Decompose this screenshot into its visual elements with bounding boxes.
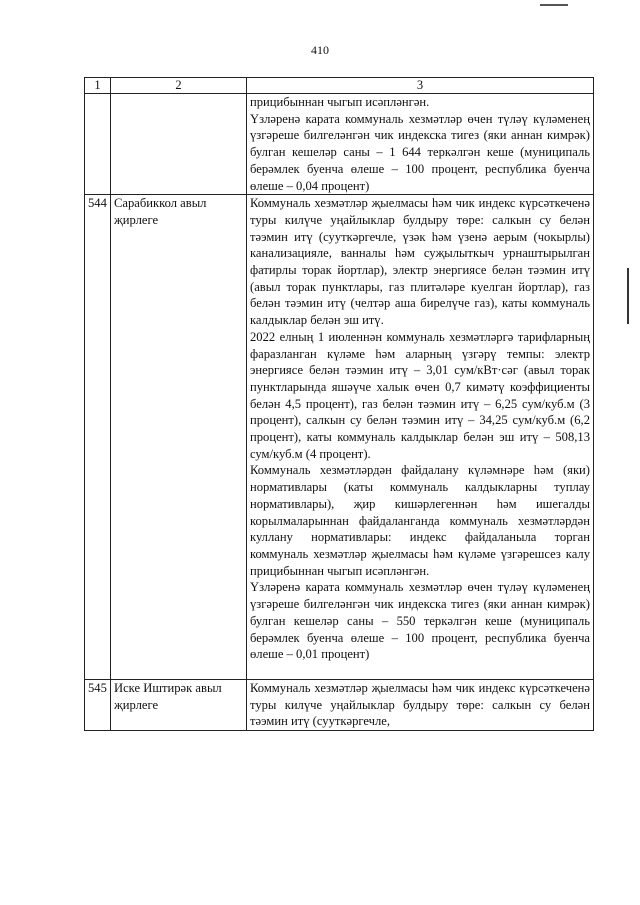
column-header: 3 (247, 78, 594, 94)
scan-mark (627, 268, 629, 324)
paragraph: прицибыннан чыгып исәпләнгән. (250, 95, 430, 109)
row-description (247, 679, 594, 730)
row-number: 544 (85, 195, 111, 680)
page-number: 410 (311, 43, 329, 57)
row-number (85, 94, 111, 195)
table-row (85, 679, 594, 730)
table-row (85, 94, 594, 195)
row-number: 545 (85, 679, 111, 730)
column-header: 2 (111, 78, 247, 94)
column-header: 1 (85, 78, 111, 94)
paragraph: Коммуналь хезмәтләр җыелмасы һәм чик индекс күрсәткеченә туры килүче уңайлыклар булдыру төре: салкын су белән тәэмин итү (сууткәргечле, (250, 680, 590, 729)
settlement-name: Иске Иштирәк авыл җирлеге (111, 679, 247, 730)
paragraph: Үзләренә карата коммуналь хезмәтләр өчен түләү күләменең үзгәреше билгеләнгән чик индекска тигез (яки аннан кимрәк) булган кешеләр саны – 550 теркәлгән кеше (муниципаль берәмлек буенча өлеше – 100 процент, республика буенча өлеше – 0,01 процент) (250, 580, 590, 662)
settlement-name (111, 94, 247, 195)
cell-spacer (250, 663, 590, 679)
table-row (85, 195, 594, 680)
paragraph: Коммуналь хезмәтләр җыелмасы һәм чик индекс күрсәткеченә туры килүче уңайлыклар булдыру төре: салкын су белән тәэмин итү (сууткәргечле, үзәк һәм үзенә аерым (чокырлы) канализацияле, ванналы һәм суҗылыткыч урнаштырылган фатирлы торак йортлар), электр энергиясе белән тәэмин итү (авыл торак пунктлары, газ плитәләре куелган йортлар), газ белән тәэмин итү (челтәр аша бирелүче газ), каты коммуналь калдыклар белән эш итү. (250, 196, 590, 328)
row-description (247, 94, 594, 195)
paragraph: Коммуналь хезмәтләрдән файдалану күләмнәре һәм (яки) нормативлары (каты коммуналь калдыкларны туплау нормативлары), җир кишәрлегеннән һәм ишегалды корылмаларыннан файдаланганда коммуналь хезмәтләрдән куллану нормативлары: индекс файдаланыла торган коммуналь хезмәтләр җыелмасы һәм күләме үзгәрешсез калу прицибыннан чыгып исәпләнгән. (250, 463, 590, 578)
paragraph: 2022 елның 1 июленнән коммуналь хезмәтләргә тарифларның фаразланган күләме һәм аларның үзгәрү темпы: электр энергиясе белән тәэмин итү – 3,01 сум/кВт·сәг (авыл торак пунктларында яшәүче халык өчен 0,7 кимәтү коэффициенты белән 4,5 процент), газ белән тәэмин итү – 6,25 сум/куб.м (3 процент), салкын су белән тәэмин итү – 34,25 сум/куб.м (6,2 процент), каты коммуналь калдыклар белән эш итү – 508,13 сум/куб.м (4 процент). (250, 329, 590, 461)
table-header-row (85, 78, 594, 94)
settlement-name: Сарабиккол авыл җирлеге (111, 195, 247, 680)
row-description (247, 195, 594, 680)
scan-mark (540, 4, 568, 6)
paragraph: Үзләренә карата коммуналь хезмәтләр өчен түләү күләменең үзгәреше билгеләнгән чик индекска тигез (яки аннан кимрәк) булган кешеләр саны – 1 644 теркәлгән кеше (муниципаль берәмлек буенча өлеше – 100 процент, республика буенча өлеше – 0,04 процент) (250, 111, 590, 193)
data-table (84, 77, 594, 731)
